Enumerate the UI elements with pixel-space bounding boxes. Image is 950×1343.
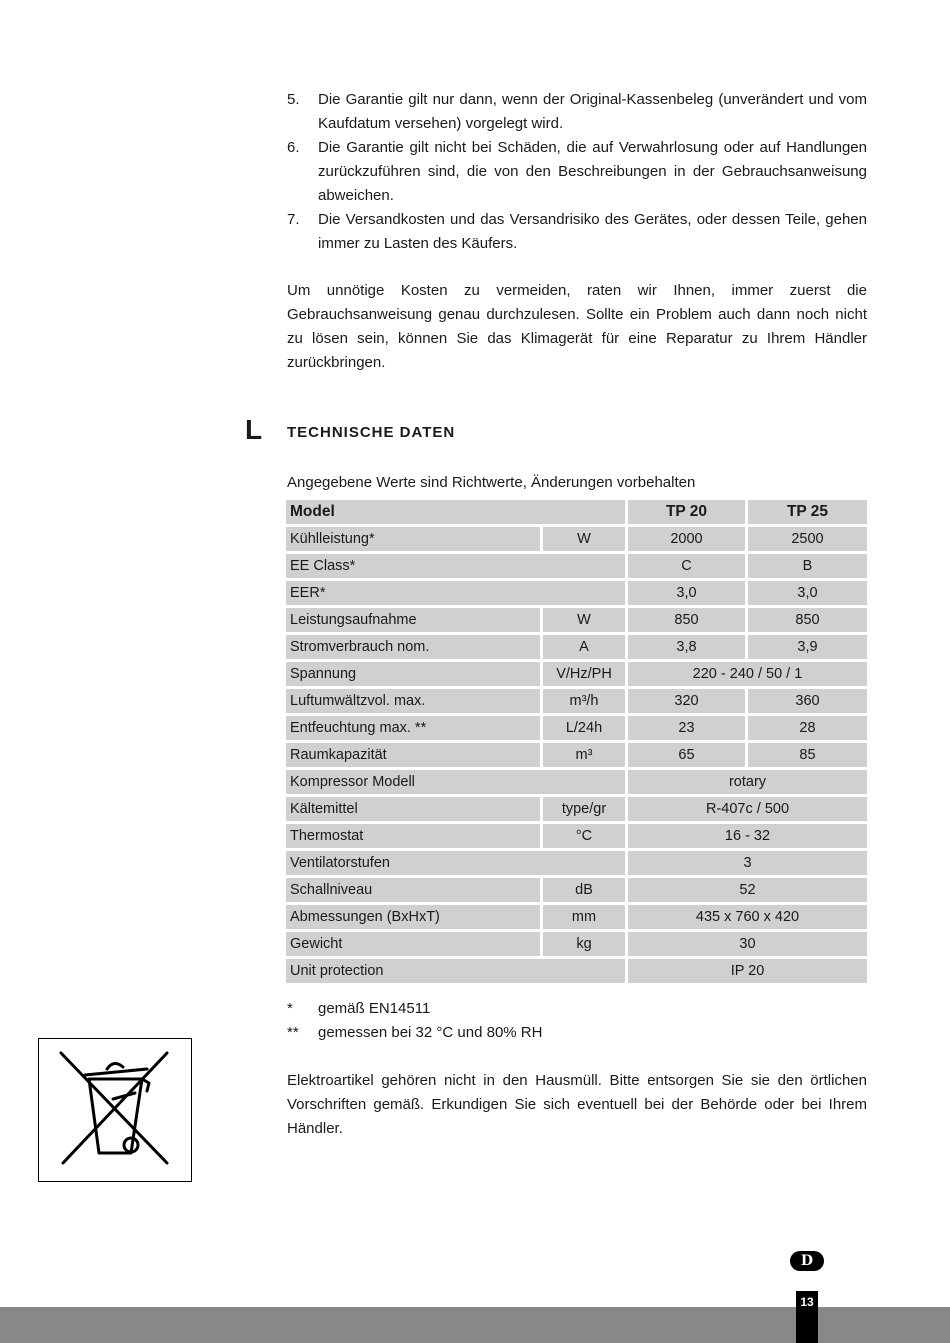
table-row: [286, 527, 867, 551]
header-model: Model: [286, 500, 625, 524]
section-letter: L: [245, 414, 263, 445]
row-label: Stromverbrauch nom.: [286, 635, 540, 659]
table-row: [286, 878, 867, 902]
warranty-list: [287, 88, 867, 256]
row-value-tp20: 23: [628, 716, 745, 740]
list-item-text: Die Garantie gilt nur dann, wenn der Original-Kassenbeleg (unverändert und vom Kaufdatum versehen) vorgelegt wird.: [318, 91, 867, 132]
row-unit: W: [543, 608, 625, 632]
row-unit: type/gr: [543, 797, 625, 821]
crossed-out-wheelie-bin-icon: [39, 1039, 190, 1180]
row-value-tp25: 2500: [748, 527, 867, 551]
row-unit: A: [543, 635, 625, 659]
table-row: [286, 689, 867, 713]
footnote-text: gemäß EN14511: [318, 1000, 431, 1017]
list-item-number: 6.: [287, 139, 300, 156]
row-value-both: 3: [628, 851, 867, 875]
row-label: EE Class*: [286, 554, 625, 578]
footnote-text: gemessen bei 32 °C und 80% RH: [318, 1024, 543, 1041]
row-value-both: 30: [628, 932, 867, 956]
row-unit: °C: [543, 824, 625, 848]
table-row: [286, 824, 867, 848]
repair-paragraph: Um unnötige Kosten zu vermeiden, raten wir Ihnen, immer zuerst die Gebrauchsanweisung genau durchzulesen. Sollte ein Problem auch dann noch nicht zu lösen sein, können Sie das Klimagerät für eine Reparatur zu Ihrem Händler zurückbringen.: [287, 282, 867, 371]
table-row: [286, 770, 867, 794]
row-value-tp20: 65: [628, 743, 745, 767]
row-value-both: IP 20: [628, 959, 867, 983]
table-row: [286, 716, 867, 740]
weee-symbol-box: [38, 1038, 192, 1182]
footnote-mark: *: [287, 1000, 293, 1017]
table-row: [286, 662, 867, 686]
row-unit: V/Hz/PH: [543, 662, 625, 686]
row-value-tp25: 3,0: [748, 581, 867, 605]
table-row: [286, 905, 867, 929]
row-label: Entfeuchtung max. **: [286, 716, 540, 740]
row-label: Kältemittel: [286, 797, 540, 821]
row-label: Leistungsaufnahme: [286, 608, 540, 632]
row-label: Gewicht: [286, 932, 540, 956]
footnote: [287, 997, 430, 1021]
row-value-tp25: B: [748, 554, 867, 578]
list-item-number: 5.: [287, 91, 300, 108]
row-value-tp25: 360: [748, 689, 867, 713]
row-label: Kompressor Modell: [286, 770, 625, 794]
table-row: [286, 932, 867, 956]
row-label: Schallniveau: [286, 878, 540, 902]
table-header-row: [286, 500, 867, 524]
row-label: Kühlleistung*: [286, 527, 540, 551]
row-value-both: 435 x 760 x 420: [628, 905, 867, 929]
row-unit: mm: [543, 905, 625, 929]
row-label: Luftumwältzvol. max.: [286, 689, 540, 713]
footnote: [287, 1021, 542, 1045]
row-value-tp25: 85: [748, 743, 867, 767]
spec-table: [283, 497, 870, 986]
row-value-both: 52: [628, 878, 867, 902]
row-unit: W: [543, 527, 625, 551]
list-item-text: Die Versandkosten und das Versandrisiko des Gerätes, oder dessen Teile, gehen immer zu Lasten des Käufers.: [318, 211, 867, 252]
list-item-text: Die Garantie gilt nicht bei Schäden, die auf Verwahrlosung oder auf Handlungen zurückzuführen sind, die von den Beschreibungen in der Gebrauchsanweisung abweichen.: [318, 139, 867, 204]
row-label: Thermostat: [286, 824, 540, 848]
list-item: [287, 136, 867, 208]
header-tp20: TP 20: [628, 500, 745, 524]
page-number: 13: [796, 1291, 818, 1343]
row-label: Spannung: [286, 662, 540, 686]
section-title: TECHNISCHE DATEN: [287, 424, 456, 441]
row-label: Unit protection: [286, 959, 625, 983]
list-item: [287, 208, 867, 256]
table-row: [286, 959, 867, 983]
table-row: [286, 851, 867, 875]
list-item-number: 7.: [287, 211, 300, 228]
row-value-tp20: 3,8: [628, 635, 745, 659]
row-value-tp20: 850: [628, 608, 745, 632]
table-row: [286, 581, 867, 605]
table-note: Angegebene Werte sind Richtwerte, Änderungen vorbehalten: [287, 474, 696, 491]
list-item: [287, 88, 867, 136]
row-label: Raumkapazität: [286, 743, 540, 767]
row-label: Abmessungen (BxHxT): [286, 905, 540, 929]
row-unit: m³/h: [543, 689, 625, 713]
row-value-tp20: 3,0: [628, 581, 745, 605]
row-unit: L/24h: [543, 716, 625, 740]
row-value-both: 16 - 32: [628, 824, 867, 848]
disposal-paragraph: Elektroartikel gehören nicht in den Hausmüll. Bitte entsorgen Sie sie den örtlichen Vorschriften gemäß. Erkundigen Sie sich eventuell bei der Behörde oder bei Ihrem Händler.: [287, 1072, 867, 1137]
row-value-tp20: 2000: [628, 527, 745, 551]
row-value-both: rotary: [628, 770, 867, 794]
row-unit: dB: [543, 878, 625, 902]
row-label: Ventilatorstufen: [286, 851, 625, 875]
row-value-both: 220 - 240 / 50 / 1: [628, 662, 867, 686]
row-value-tp20: C: [628, 554, 745, 578]
table-row: [286, 608, 867, 632]
table-row: [286, 743, 867, 767]
table-row: [286, 635, 867, 659]
row-value-both: R-407c / 500: [628, 797, 867, 821]
table-row: [286, 797, 867, 821]
table-row: [286, 554, 867, 578]
row-label: EER*: [286, 581, 625, 605]
row-value-tp20: 320: [628, 689, 745, 713]
footnote-mark: **: [287, 1024, 299, 1041]
language-badge: D: [790, 1251, 824, 1271]
row-value-tp25: 850: [748, 608, 867, 632]
row-unit: kg: [543, 932, 625, 956]
header-tp25: TP 25: [748, 500, 867, 524]
row-unit: m³: [543, 743, 625, 767]
row-value-tp25: 3,9: [748, 635, 867, 659]
row-value-tp25: 28: [748, 716, 867, 740]
